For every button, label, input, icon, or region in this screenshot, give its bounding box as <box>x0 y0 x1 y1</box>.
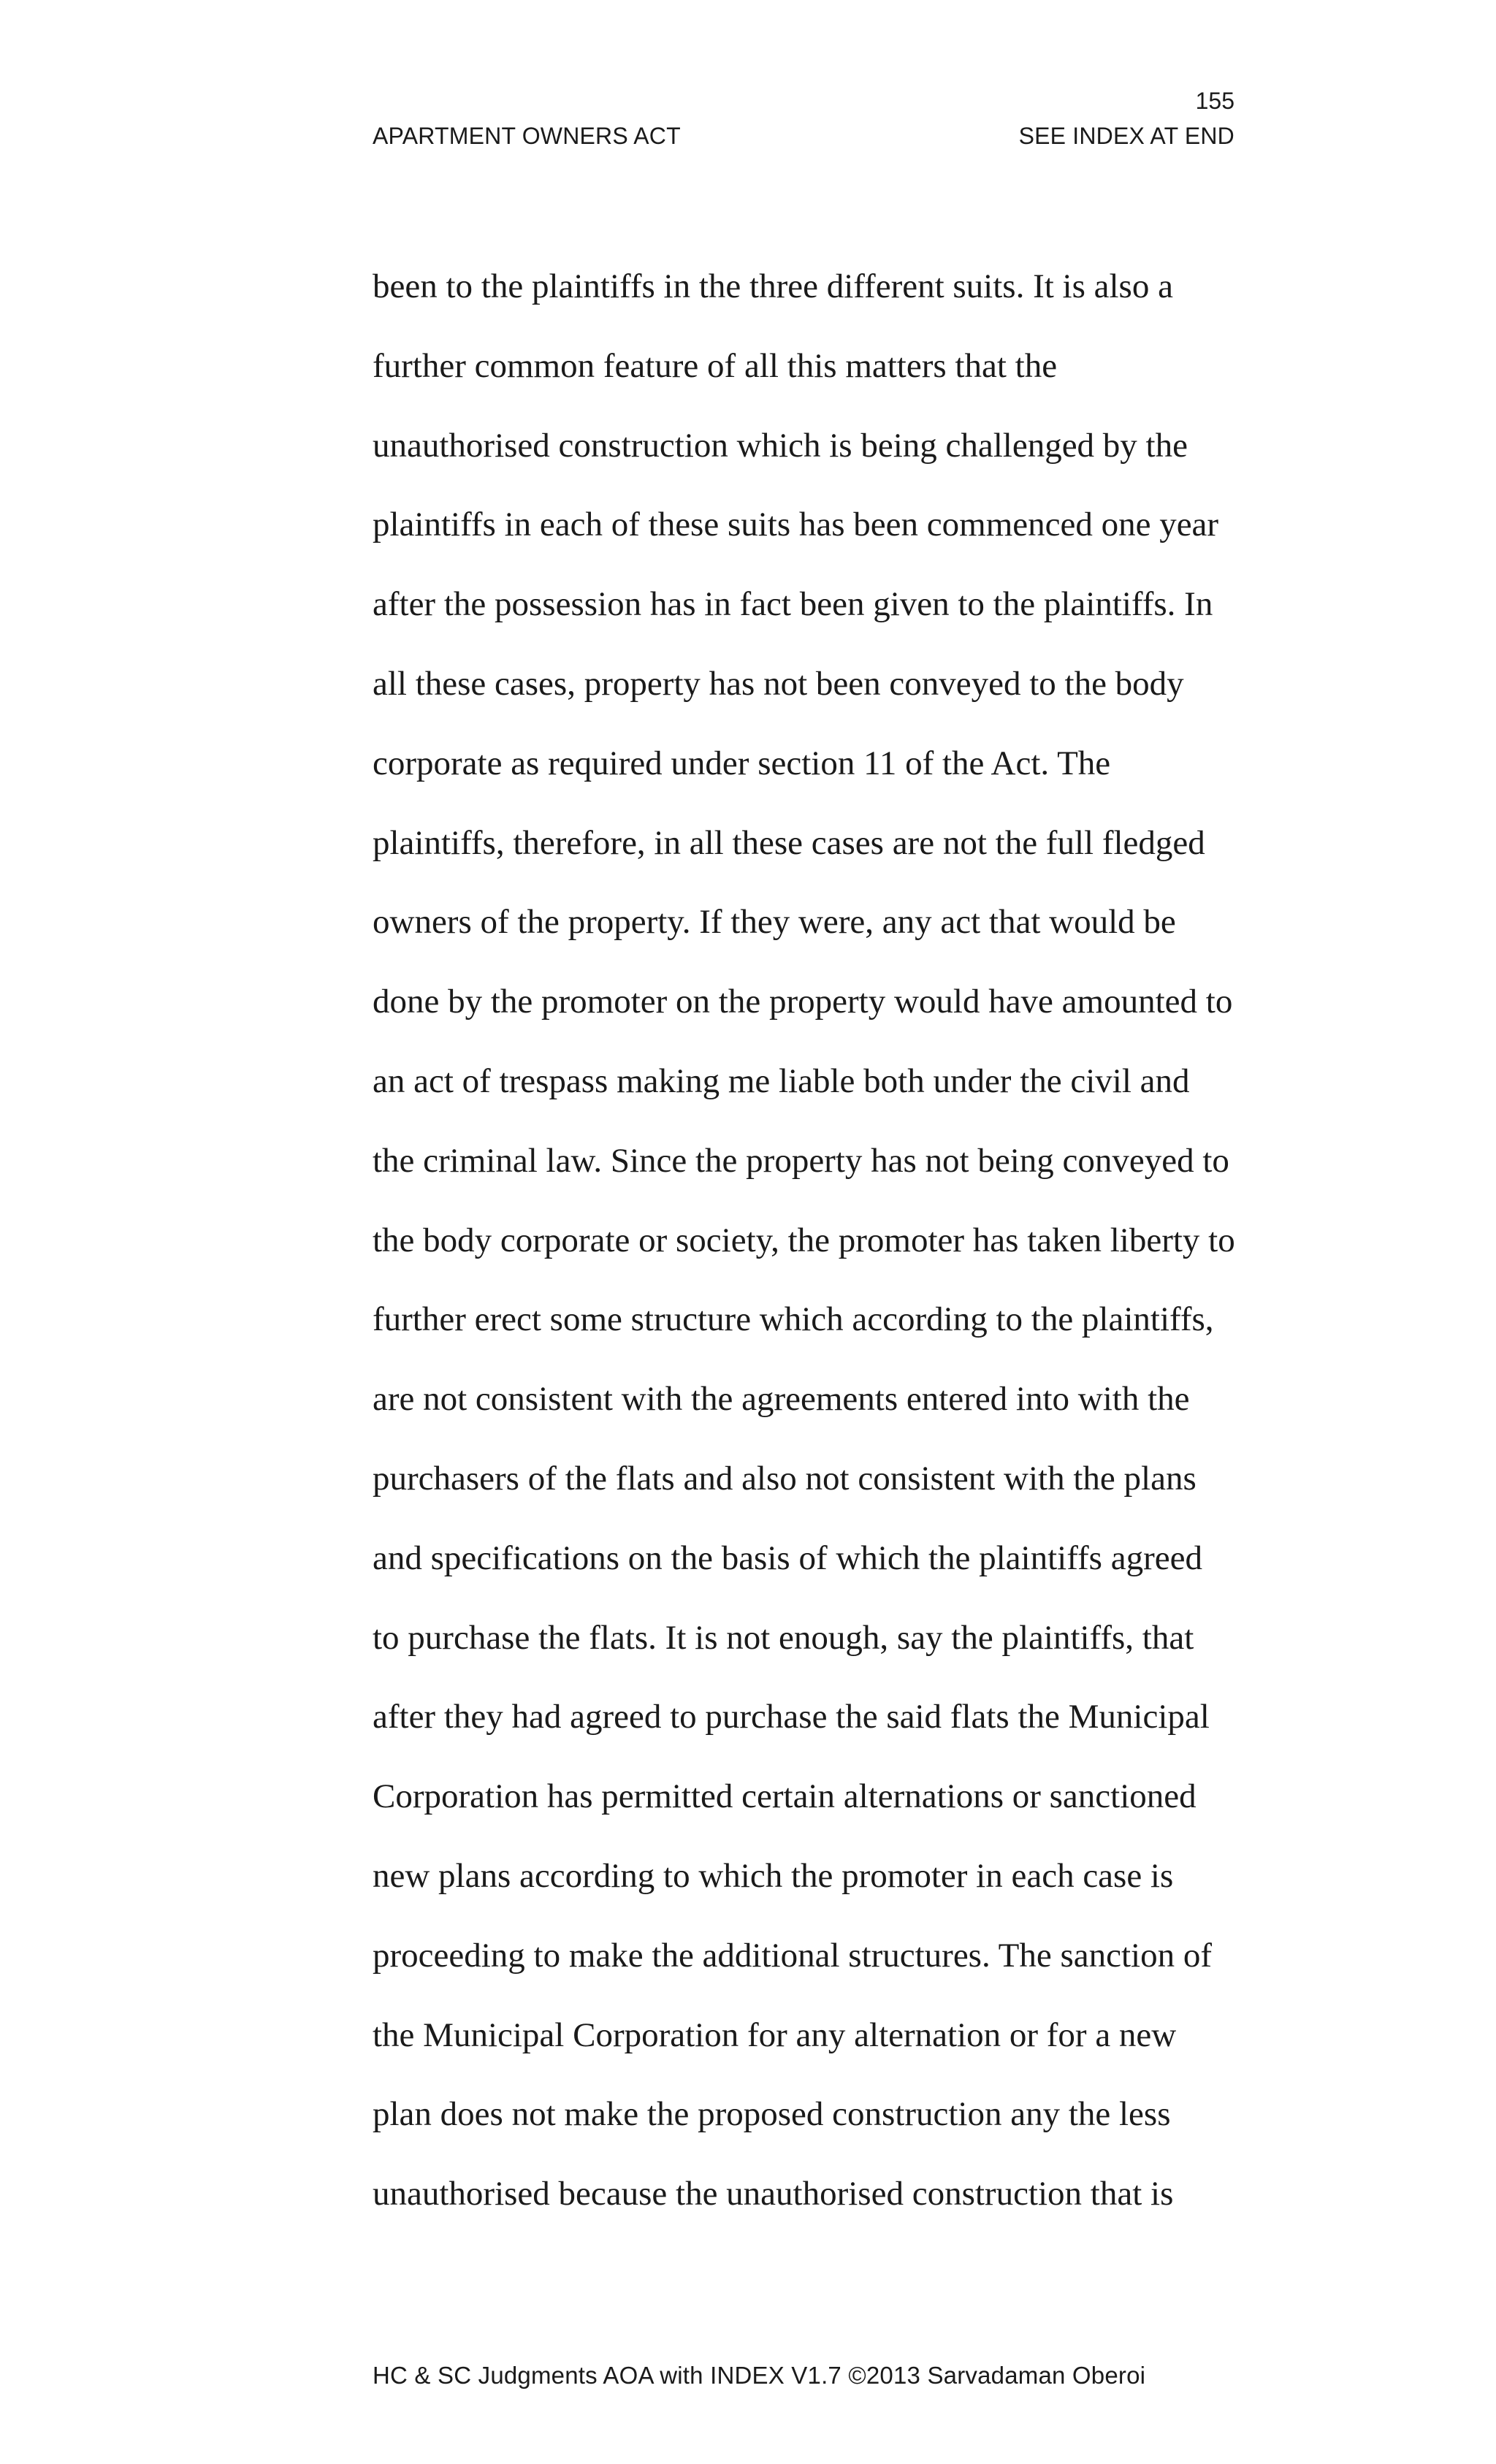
body-line: been to the plaintiffs in the three different suits. It is also a <box>373 267 1173 305</box>
body-line: to purchase the flats. It is not enough, say the plaintiffs, that <box>373 1618 1194 1657</box>
body-line: new plans according to which the promoter in each case is <box>373 1856 1174 1895</box>
body-line: the criminal law. Since the property has not being conveyed to <box>373 1141 1229 1180</box>
body-line: proceeding to make the additional structures. The sanction of <box>373 1936 1212 1975</box>
body-line: done by the promoter on the property would have amounted to <box>373 983 1233 1021</box>
body-line: plaintiffs in each of these suits has been commenced one year <box>373 506 1219 544</box>
body-line: unauthorised construction which is being challenged by the <box>373 426 1188 465</box>
body-line: Corporation has permitted certain alternations or sanctioned <box>373 1777 1197 1816</box>
body-line: after the possession has in fact been given to the plaintiffs. In <box>373 585 1213 624</box>
body-line: purchasers of the flats and also not consistent with the plans <box>373 1459 1197 1498</box>
body-line: after they had agreed to purchase the said flats the Municipal <box>373 1698 1210 1736</box>
body-line: further erect some structure which according to the plaintiffs, <box>373 1300 1214 1339</box>
body-line: and specifications on the basis of which the plaintiffs agreed <box>373 1538 1202 1577</box>
body-line: are not consistent with the agreements entered into with the <box>373 1380 1190 1419</box>
body-line: owners of the property. If they were, any act that would be <box>373 903 1176 942</box>
body-line: plan does not make the proposed construction any the less <box>373 2095 1171 2134</box>
body-line: corporate as required under section 11 of the Act. The <box>373 744 1111 782</box>
page-number: 155 <box>1195 88 1234 114</box>
running-header <box>373 121 1234 150</box>
body-line: all these cases, property has not been conveyed to the body <box>373 664 1184 703</box>
body-line: the body corporate or society, the promoter has taken liberty to <box>373 1221 1235 1259</box>
running-header-title: APARTMENT OWNERS ACT <box>373 123 681 149</box>
body-line: plaintiffs, therefore, in all these cases are not the full fledged <box>373 823 1205 862</box>
body-line: unauthorised because the unauthorised construction that is <box>373 2175 1174 2213</box>
page-footer: HC & SC Judgments AOA with INDEX V1.7 ©2013 Sarvadaman Oberoi <box>373 2362 1146 2389</box>
body-line: further common feature of all this matters that the <box>373 346 1058 385</box>
body-line: an act of trespass making me liable both under the civil and <box>373 1061 1190 1100</box>
running-header-index-note: SEE INDEX AT END <box>1018 123 1234 149</box>
body-line: the Municipal Corporation for any alternation or for a new <box>373 2015 1177 2054</box>
judgment-body-text <box>373 257 1242 2244</box>
